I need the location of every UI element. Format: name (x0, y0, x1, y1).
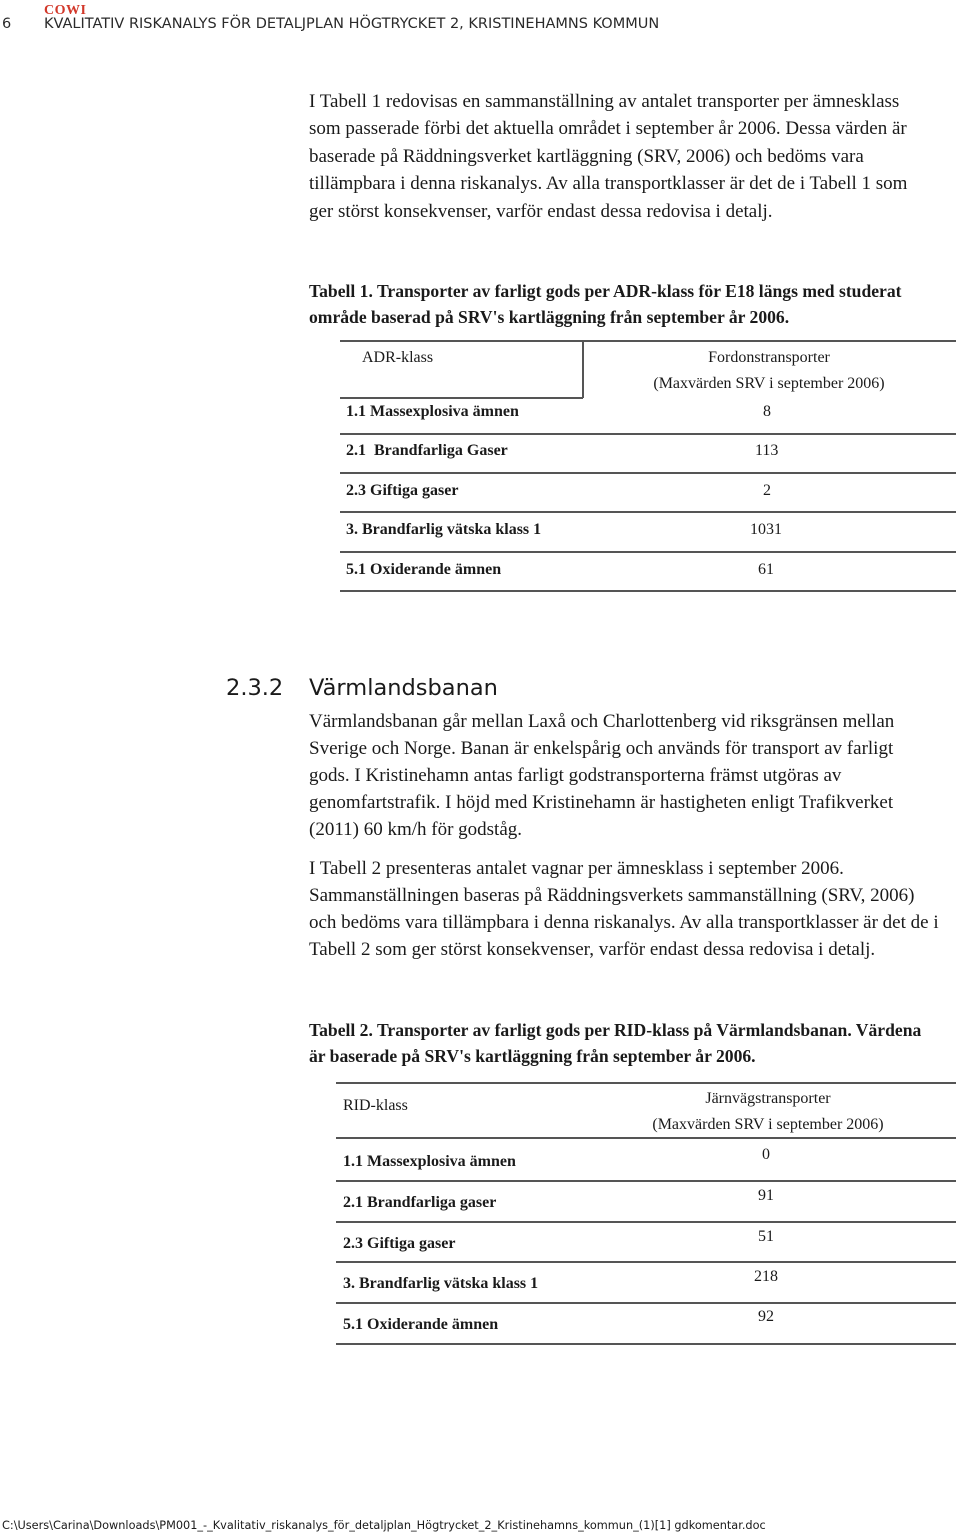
table1-row-value: 1031 (750, 521, 782, 538)
table2-col2-subheader: (Maxvärden SRV i september 2006) (652, 1116, 884, 1133)
table2-row-label: 2.1 Brandfarliga gaser (343, 1194, 497, 1211)
table1-row-rule (340, 551, 956, 553)
document-header-title: KVALITATIV RISKANALYS FÖR DETALJPLAN HÖGTRYCKET 2, KRISTINEHAMNS KOMMUN (44, 16, 660, 32)
section-title: Värmlandsbanan (309, 675, 498, 701)
table1-row-value: 113 (755, 442, 779, 459)
table1-row-rule (340, 472, 956, 474)
table2-row-value: 0 (762, 1146, 770, 1163)
table2-row-value: 92 (758, 1308, 774, 1325)
table2-row-label: 3. Brandfarlig vätska klass 1 (343, 1275, 539, 1292)
table1-bottom-rule (340, 590, 956, 592)
table2-row-label: 1.1 Massexplosiva ämnen (343, 1153, 516, 1170)
table1-row-value: 8 (763, 403, 771, 420)
table2-row-value: 218 (754, 1268, 778, 1285)
cowi-logo: COWI (44, 3, 87, 18)
section-number: 2.3.2 (226, 675, 284, 701)
table2-row-value: 91 (758, 1187, 774, 1204)
table1-col1-header: ADR-klass (362, 349, 434, 366)
table1-row-label: 5.1 Oxiderande ämnen (346, 561, 502, 578)
table2-header-rule (336, 1137, 956, 1139)
table1-row-value: 61 (758, 561, 774, 578)
table2-row-rule (336, 1180, 956, 1182)
table1-caption: Tabell 1. Transporter av farligt gods per ADR-klass för E18 längs med studerat område baserad på SRV's kartläggning från september år 2006. (309, 281, 902, 327)
table1-col2-header: Fordonstransporter (708, 349, 830, 366)
table1-top-rule (340, 340, 956, 342)
table1-col2-subheader: (Maxvärden SRV i september 2006) (653, 375, 885, 392)
section-paragraph-1: Värmlandsbanan går mellan Laxå och Charlottenberg vid riksgränsen mellan Sverige och Norge. Banan är enkelspårig och används för transport av farligt gods. I Kristinehamn antas farligt godstransporterna främst utgöras av genomfartstrafik. I höjd med Kristinehamn är hastigheten enligt Trafikverket (2011) 60 km/h för godståg. (309, 711, 895, 840)
table1-row-rule (340, 433, 956, 435)
table2-row-label: 2.3 Giftiga gaser (343, 1235, 456, 1252)
page-number: 6 (2, 16, 12, 32)
table2-bottom-rule (336, 1343, 956, 1345)
table2-col1-header: RID-klass (343, 1097, 408, 1114)
table1-row-label: 1.1 Massexplosiva ämnen (346, 403, 519, 420)
table2-row-rule (336, 1302, 956, 1304)
table1-row-label: 3. Brandfarlig vätska klass 1 (346, 521, 542, 538)
intro-paragraph: I Tabell 1 redovisas en sammanställning av antalet transporter per ämnesklass som passerade förbi det aktuella området i september år 2006. Dessa värden är baserade på Räddningsverket kartläggning (SRV, 2006) och bedöms vara tillämpbara i denna riskanalys. Av alla transportklasser är det de i Tabell 1 som ger störst konsekvenser, varför endast dessa redovisa i detalj. (309, 91, 908, 222)
table2-row-rule (336, 1261, 956, 1263)
table2-row-label: 5.1 Oxiderande ämnen (343, 1316, 499, 1333)
table2-col2-header: Järnvägstransporter (705, 1090, 831, 1107)
table1-row-label: 2.1 Brandfarliga Gaser (346, 442, 508, 459)
section-paragraph-2: I Tabell 2 presenteras antalet vagnar per ämnesklass i september 2006. Sammanställningen baseras på Räddningsverkets sammanställning (SRV, 2006) och bedöms vara tillämpbara i denna riskanalys. Av alla transportklasser är det de i Tabell 2 som ger störst konsekvenser, varför endast dessa redovisa i detalj. (309, 858, 939, 960)
table2-caption: Tabell 2. Transporter av farligt gods per RID-klass på Värmlandsbanan. Värdena är baserade på SRV's kartläggning från september år 2006. (309, 1020, 922, 1066)
table1-header-rule-left (340, 397, 583, 399)
footer-file-path: C:\Users\Carina\Downloads\PM001_-_Kvalitativ_riskanalys_för_detaljplan_Högtrycket_2_Kristinehamns_kommun_(1)[1] gdkomentar.doc (2, 1519, 766, 1532)
table2-row-rule (336, 1221, 956, 1223)
table2-top-rule (336, 1082, 956, 1084)
table1-row-rule (340, 511, 956, 513)
table2-row-value: 51 (758, 1228, 774, 1245)
table1-row-value: 2 (763, 482, 771, 499)
table1-row-label: 2.3 Giftiga gaser (346, 482, 459, 499)
